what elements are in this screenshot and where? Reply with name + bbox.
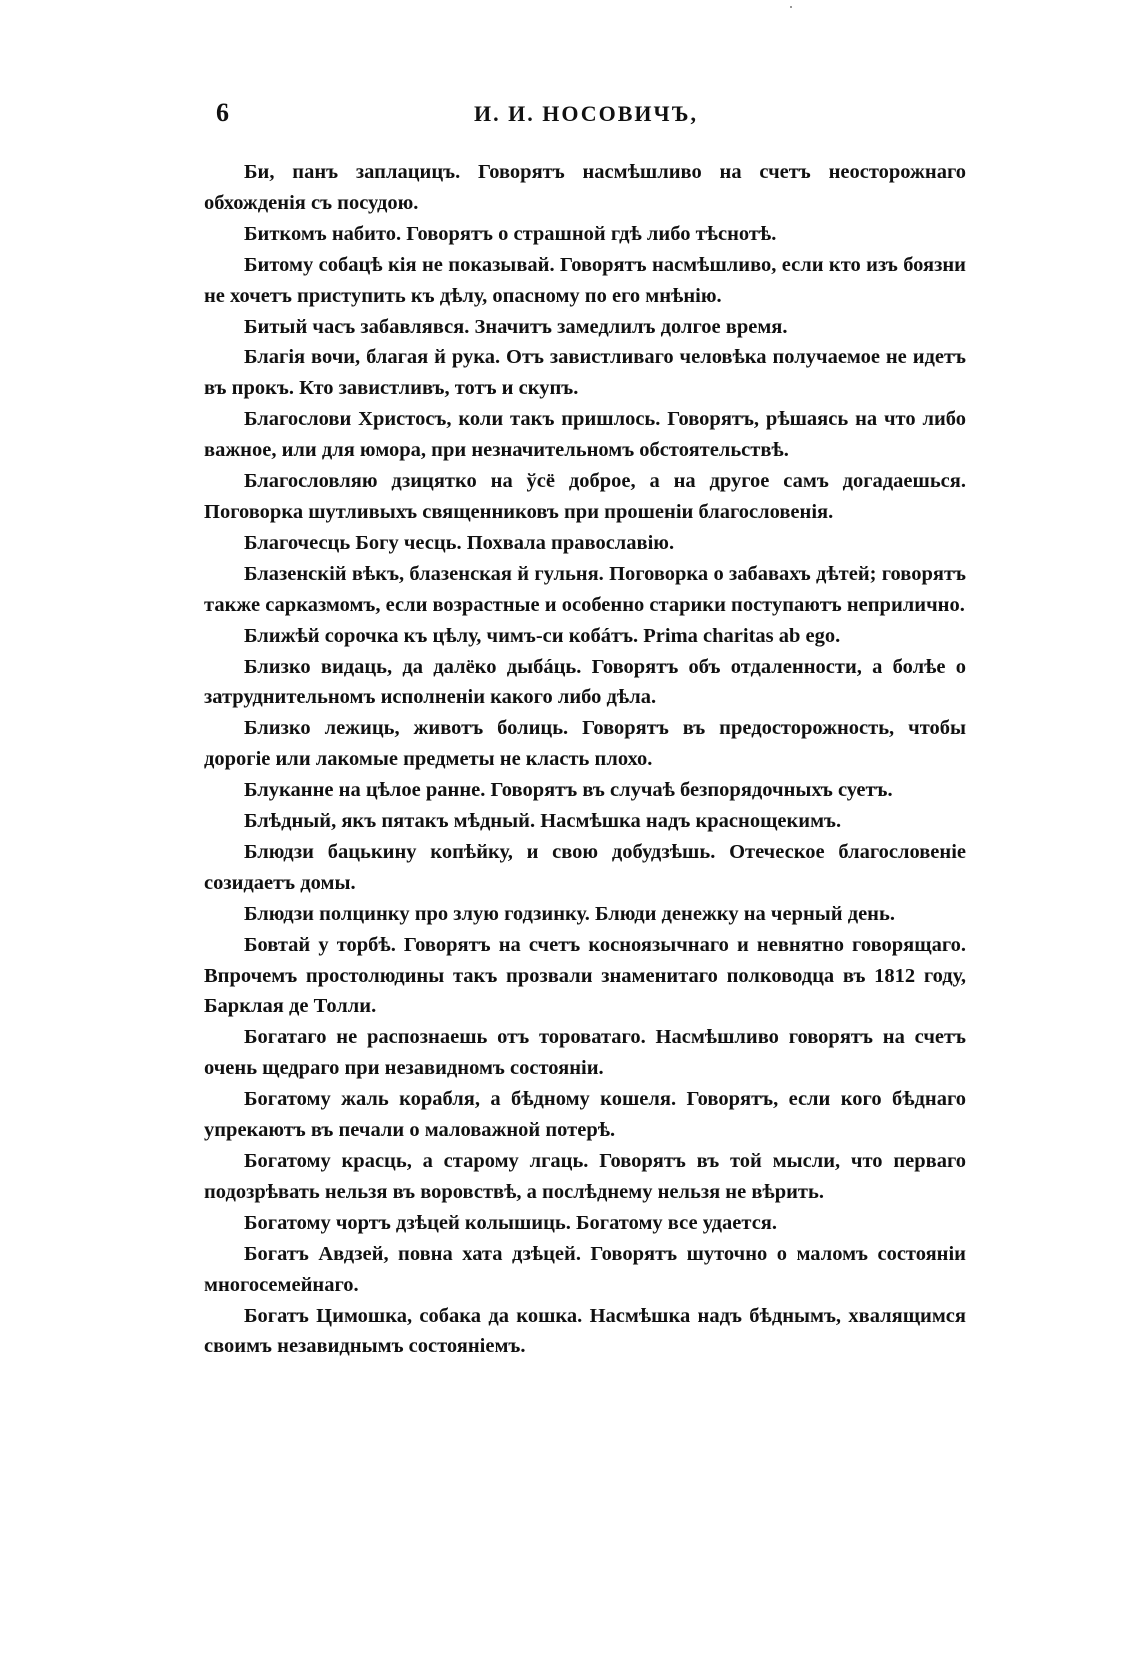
proverb-entry: Бовтай у торбѣ. Говорятъ на счетъ косноязычнаго и невнятно говорящаго. Впрочемъ простолюдины такъ прозвали знаменитаго полководца въ 1812 году, Барклая де Толли. xyxy=(204,933,966,1018)
proverb-entry: Богатому красць, а старому лгаць. Говорятъ въ той мысли, что перваго подозрѣвать нельзя въ воровствѣ, а послѣднему нельзя не вѣрить. xyxy=(204,1150,966,1203)
proverb-entry: Ближѣй сорочка къ цѣлу, чимъ-си кобáтъ. Prima charitas ab ego. xyxy=(244,624,841,647)
proverb-entry: Благочесць Богу чесць. Похвала православію. xyxy=(244,531,675,554)
page-number: 6 xyxy=(216,98,229,127)
proverb-entry: Блазенскій вѣкъ, блазенская й гульня. Поговорка о забавахъ дѣтей; говорятъ также сарказмомъ, если возрастные и особенно старики поступаютъ неприлично. xyxy=(204,562,966,616)
proverb-entry: Биткомъ набито. Говорятъ о страшной гдѣ либо тѣснотѣ. xyxy=(244,222,777,245)
scan-speck xyxy=(790,6,792,8)
proverb-entry: Благослови Христосъ, коли такъ пришлось. Говорятъ, рѣшаясь на что либо важное, или для юмора, при незначительномъ обстоятельствѣ. xyxy=(204,408,966,462)
proverb-entry: Би, панъ заплацицъ. Говорятъ насмѣшливо на счетъ неосторожнаго обхожденія съ посудою. xyxy=(204,161,966,214)
proverb-list xyxy=(204,157,966,1362)
proverb-entry: Богатому чортъ дзѣцей колышиць. Богатому все удается. xyxy=(244,1211,778,1234)
proverb-entry: Близко видаць, да далёко дыбáць. Говорятъ объ отдаленности, а болѣе о затруднительномъ исполненіи какого либо дѣла. xyxy=(204,655,966,709)
proverb-entry: Благія вочи, благая й рука. Отъ завистливаго человѣка получаемое не идетъ въ прокъ. Кто завистливъ, тотъ и скупъ. xyxy=(204,346,966,400)
proverb-entry: Блюдзи полцинку про злую годзинку. Блюди денежку на черный день. xyxy=(244,902,895,925)
proverb-entry: Блѣдный, якъ пятакъ мѣдный. Насмѣшка надъ краснощекимъ. xyxy=(244,810,842,833)
proverb-entry: Битому собацѣ кія не показывай. Говорятъ насмѣшливо, если кто изъ боязни не хочетъ приступить къ дѣлу, опасному по его мнѣнію. xyxy=(204,253,966,307)
proverb-entry: Богатъ Цимошка, собака да кошка. Насмѣшка надъ бѣднымъ, хвалящимся своимъ незавиднымъ состояніемъ. xyxy=(204,1304,966,1358)
proverb-entry: Близко лежиць, животъ болиць. Говорятъ въ предосторожность, чтобы дорогіе или лакомые предметы не класть плохо. xyxy=(204,717,966,771)
proverb-entry: Богатъ Авдзей, повна хата дзѣцей. Говорятъ шуточно о маломъ состояніи многосемейнаго. xyxy=(204,1242,966,1296)
proverb-entry: Блуканне на цѣлое ранне. Говорятъ въ случаѣ безпорядочныхъ суетъ. xyxy=(244,779,893,802)
page-header xyxy=(216,98,956,142)
proverb-entry: Битый часъ забавлявся. Значитъ замедлилъ долгое время. xyxy=(244,315,788,338)
proverb-entry: Благословляю дзицятко на ўсё доброе, а на другое самъ догадаешься. Поговорка шутливыхъ священниковъ при прошеніи благословенія. xyxy=(204,470,966,523)
proverb-entry: Богатому жаль корабля, а бѣдному кошеля. Говорятъ, если кого бѣднаго упрекаютъ въ печали о маловажной потерѣ. xyxy=(204,1088,966,1142)
running-head: И. И. НОСОВИЧЪ, xyxy=(474,101,698,126)
proverb-entry: Блюдзи бацькину копѣйку, и свою добудзѣшь. Отеческое благословеніе созидаетъ домы. xyxy=(204,840,966,894)
proverb-entry: Богатаго не распознаешь отъ тороватаго. Насмѣшливо говорятъ на счетъ очень щедраго при незавидномъ состояніи. xyxy=(204,1026,966,1080)
